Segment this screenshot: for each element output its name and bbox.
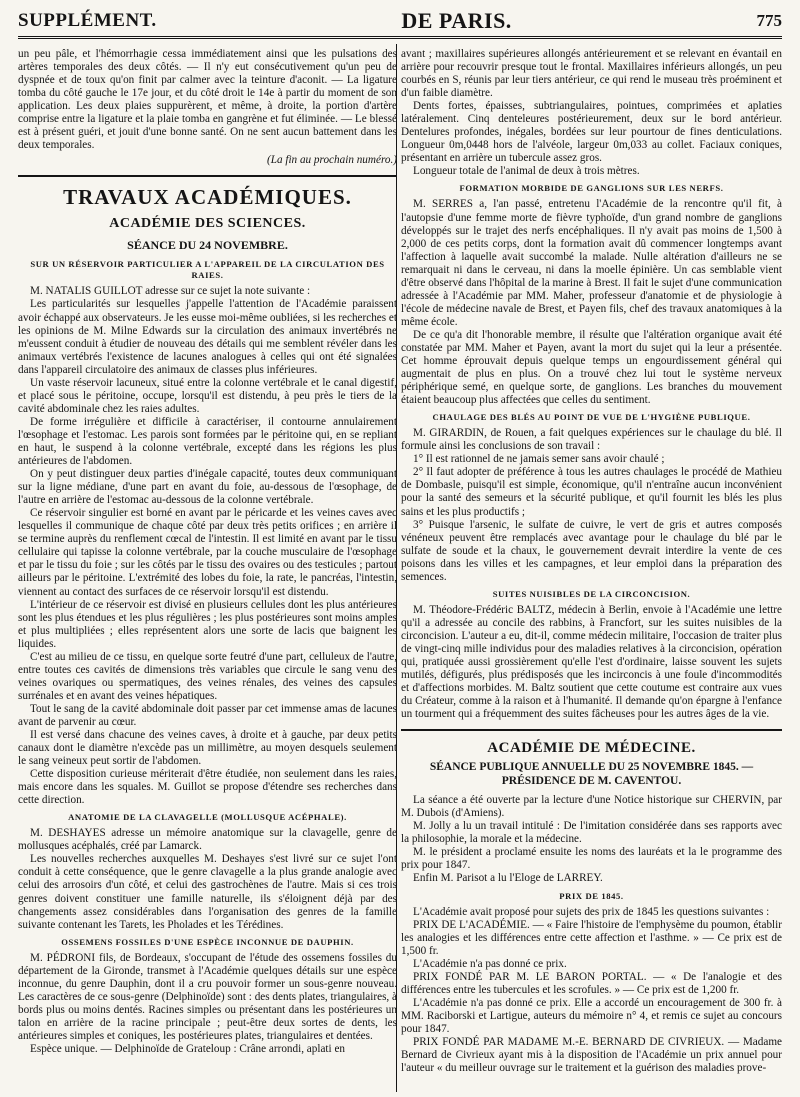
paragraph: De forme irrégulière et difficile à caractériser, il contourne annulairement l'œsophage et l'estomac. Les parois sont formées par le péritoine qui, en se repliant en haut, le suspend à la colonne vertébrale, excepté dans les régions les plus antérieures de l'abdomen. bbox=[18, 415, 397, 468]
paragraph: M. SERRES a, l'an passé, entretenu l'Académie de la rencontre qu'il fit, à l'autopsie d'une femme morte de fièvre typhoïde, d'un grand nombre de ganglions développés sur le trajet des nerfs encéphaliques. Il n'y avait pas moins de 1,500 à 2,000 de ces petits corps, dont la formation avait dû commencer longtemps avant l'affection à laquelle avait succombé la malade. Nulle altération d'ailleurs ne se remarquait ni dans le cerveau, ni dans la moelle épinière. Un cas semblable vient d'être observé dans l'hôpital de la marine à Brest. Il fait le sujet d'une communication adressée à l'Académie par MM. Maher, professeur d'anatomie et de physiologie à l'école de médecine navale de Brest, et Payen fils, chef des travaux anatomiques à la même école. bbox=[401, 198, 782, 328]
continued-note: (La fin au prochain numéro.) bbox=[267, 154, 397, 167]
paragraph: M. PÉDRONI fils, de Bordeaux, s'occupant de l'étude des ossemens fossiles du département de la Gironde, transmet à l'Académie quelques détails sur une espèce inconnue, du genre Dauphin, dont il a cru pouvoir former un sous-genre nouveau. Les caractères de ce sous-genre (Delphinoïde) sont : des dents plates, triangulaires, à bords plus ou moins dentés. Racines simples ou présentant dans les postérieures un talon en arrière de la racine principale ; peut-être deux sortes de dents, les antérieures simples et coniques, les postérieures plates, triangulaires et dentées. bbox=[18, 951, 397, 1042]
paragraph: Enfin M. Parisot a lu l'Eloge de LARREY. bbox=[413, 872, 603, 885]
paragraph: Il est versé dans chacune des veines caves, à droite et à gauche, par deux petits canaux dont le diamètre n'excède pas un millimètre, au moyen desquels seulement le sang veineux peut sortir de l'abdomen. bbox=[18, 729, 397, 768]
paragraph: L'Académie avait proposé pour sujets des prix de 1845 les questions suivantes : bbox=[413, 905, 770, 918]
paragraph: PRIX FONDÉ PAR MADAME M.-E. BERNARD DE CIVRIEUX. — Madame Bernard de Civrieux ayant mis à la disposition de l'Académie un prix annuel pour l'auteur « du meilleur ouvrage sur le traitement et la guérison des maladies prove- bbox=[401, 1036, 782, 1075]
paragraph: Espèce unique. — Delphinoïde de Grateloup : Crâne arrondi, aplati en bbox=[30, 1043, 346, 1055]
paragraph: 1° Il est rationnel de ne jamais semer sans avoir chaulé ; bbox=[413, 453, 665, 466]
page-header bbox=[18, 6, 782, 39]
paragraph: L'Académie n'a pas donné ce prix. bbox=[413, 957, 567, 970]
session-title: SÉANCE DU 24 NOVEMBRE. bbox=[127, 238, 288, 253]
paragraph: PRIX DE L'ACADÉMIE. — « Faire l'histoire de l'emphysème du poumon, établir les analogies et les différences entre cette affection et l'asthme. » — Ce prix est de 1,500 fr. bbox=[401, 918, 782, 957]
subheading: ANATOMIE DE LA CLAVAGELLE (MOLLUSQUE ACÉPHALE). bbox=[68, 812, 347, 823]
paragraph: M. GIRARDIN, de Rouen, a fait quelques expériences sur le chaulage du blé. Il formule ainsi les conclusions de son travail : bbox=[401, 427, 782, 453]
right-column bbox=[401, 48, 782, 1075]
paragraph: L'intérieur de ce réservoir est divisé en plusieurs cellules dont les plus antérieures sont les plus étendues et les plus régulières ; les plus postérieures sont moins amples et plus multipliées ; elles représentent alors une sorte de lacis que baignent les liquides. bbox=[18, 598, 397, 650]
subheading: CHAULAGE DES BLÉS AU POINT DE VUE DE L'HYGIÈNE PUBLIQUE. bbox=[432, 412, 751, 423]
subheading: SUR UN RÉSERVOIR PARTICULIER A L'APPAREIL DE LA CIRCULATION DES RAIES. bbox=[30, 259, 385, 281]
header-left: SUPPLÉMENT. bbox=[18, 10, 157, 31]
paragraph: Les particularités sur lesquelles j'appelle l'attention de l'Académie paraissent avoir échappé aux observateurs. Je les eusse moi-même oubliées, si les recherches et les opinions de M. Milne Edwards sur la circulation des animaux invertébrés ne m'eussent conduit à étudier de nouveau des détails qui me semblent révéler dans les animaux vertébrés l'existence de lacunes analogues à celles qui ont été signalées dans l'appareil circulatoire des animaux de classes plus inférieures. bbox=[18, 298, 397, 376]
paragraph: Ce réservoir singulier est borné en avant par le péricarde et les veines caves avec lesquelles il communique de chaque côté par deux très petits orifices ; en arrière il se termine auprès du renflement cœcal de l'intestin. Il est limité en avant par le tissu cellulaire qui tapisse la colonne vertébrale, par la couche musculaire de l'œsophage et par le tissu du foie ; sur les côtés par le tissu des ovaires ou des testicules ; partout ailleurs par le péritoine. L'extrémité des lobes du foie, la rate, le pancréas, l'intestin, viennent au contact des surfaces de ce réservoir lorsqu'il est distendu. bbox=[18, 507, 397, 598]
paragraph: Un vaste réservoir lacuneux, situé entre la colonne vertébrale et le canal digestif, et placé sous le péritoine, occupe, lorsqu'il est distendu, à peu près le tiers de la cavité abdominale chez les raies adultes. bbox=[18, 376, 397, 415]
header-center: DE PARIS. bbox=[401, 8, 512, 33]
paragraph: 2° Il faut adopter de préférence à tous les autres chaulages le procédé de Mathieu de Dombasle, puisqu'il est simple, économique, qu'il n'entraîne aucun inconvénient pour la santé des semeurs et la sécurité publique, et qu'il fournit les blés les plus sains et les plus productifs ; bbox=[401, 466, 782, 518]
session-title: SÉANCE PUBLIQUE ANNUELLE DU 25 NOVEMBRE 1845. — PRÉSIDENCE DE M. CAVENTOU. bbox=[429, 761, 754, 788]
section-title: TRAVAUX ACADÉMIQUES. bbox=[63, 185, 352, 210]
paragraph: Cette disposition curieuse mériterait d'être étudiée, non seulement dans les raies, mais encore dans les squales. M. Guillot se propose d'étendre ses recherches dans cette direction. bbox=[18, 768, 397, 807]
paragraph: Les nouvelles recherches auxquelles M. Deshayes s'est livré sur ce sujet l'ont conduit à cette conséquence, que le genre clavagelle a la plus grande analogie avec celui des arrosoirs d'un côté, et celui des gastrochènes de l'autre. Mais si ces trois genres doivent constituer une famille naturelle, ils s'éloignent déjà par des changements assez considérables dans l'organisation des genres de la famille suivante contenant les Tarets, les Pholades et les Térédines. bbox=[18, 853, 397, 931]
page-number: 775 bbox=[756, 11, 782, 30]
paragraph: 3° Puisque l'arsenic, le sulfate de cuivre, le vert de gris et autres composés vénéneux peuvent être remplacés avec avantage pour le chaulage du blé par le sulfate de soude et la chaux, le gouvernement devrait interdire la vente de ces poisons dans les villes et les campagnes, et leur emploi dans la préparation des semences. bbox=[401, 518, 782, 583]
paragraph: M. NATALIS GUILLOT adresse sur ce sujet la note suivante : bbox=[30, 285, 311, 298]
left-column bbox=[18, 48, 397, 1056]
paragraph: Dents fortes, épaisses, subtriangulaires, pointues, comprimées et aplaties latéralement. Cinq denteleures postérieurement, deux sur le bord antérieur. Dentelures profondes, inégales, bordées sur leur pourtour de fines denticulations. Longueur 0m,0448 hors de l'alvéole, largeur 0m,033 au collet. Faciaux coniques, présentant en arrière un tubercule assez gros. bbox=[401, 100, 782, 165]
paragraph: C'est au milieu de ce tissu, en quelque sorte feutré d'une part, celluleux de l'autre, entre toutes ces cavités de dimensions très variables que circule le sang venu des veines ovariques ou spermatiques, des veines rénales, des veines des capsules surrénales et en avant des veines hépatiques. bbox=[18, 650, 397, 702]
paragraph: On y peut distinguer deux parties d'inégale capacité, toutes deux communiquant sur la ligne médiane, d'une part en avant du foie, au-dessous de l'œsophage, de l'autre en arrière de l'estomac au-dessous de la colonne vertébrale. bbox=[18, 468, 397, 507]
subheading: OSSEMENS FOSSILES D'UNE ESPÈCE INCONNUE DE DAUPHIN. bbox=[61, 936, 354, 947]
paragraph: M. Jolly a lu un travail intitulé : De l'imitation considérée dans ses rapports avec la philosophie, la morale et la médecine. bbox=[401, 820, 782, 846]
paragraph: M. Théodore-Frédéric BALTZ, médecin à Berlin, envoie à l'Académie une lettre qu'il a adressée au concile des rabbins, à Francfort, sur les suites nuisibles de la circoncision. L'auteur a eu, dit-il, comme médecin militaire, l'occasion de traiter plus de vingt-cinq mille individus pour des maladies relatives à la circoncision, opération qui, pratiquée aussi grossièrement qu'elle l'est d'ordinaire, laisse souvent les sujets mutilés, défigurés, plus prédisposés que les incirconcis à une foule d'incommodités et d'affections morbides. M. Baltz soutient que cette coutume est contraire aux vues du Créateur, comme à la raison et à l'humanité. Il demande qu'on épargne à l'enfance un tourment qui a fréquemment des suites fâcheuses pour les autres âges de la vie. bbox=[401, 603, 782, 721]
academy-title: ACADÉMIE DES SCIENCES. bbox=[109, 216, 306, 232]
paragraph: M. le président a proclamé ensuite les noms des lauréats et la le programme des prix pour 1847. bbox=[401, 846, 782, 872]
subheading: PRIX DE 1845. bbox=[559, 890, 624, 901]
intro-paragraph: un peu pâle, et l'hémorrhagie cessa immédiatement ainsi que les pulsations des artères temporales des deux côtés. — Il n'y eut consécutivement qu'un peu de dyspnée et de toux qu'on finit par calmer avec la teinture d'aconit. — La ligature tomba du côté gauche le 17e jour, et du côté droit le 14e à partir du moment de son application. Les deux plaies suppurèrent, et même, à droite, la portion d'artère comprise entre la ligature et la plaie tomba en gangrène et fut éliminée. — Le blessé est à présent guéri, et jouit d'une bonne santé. On ne sent aucun battement dans les deux temporales. bbox=[18, 48, 397, 152]
paragraph: M. DESHAYES adresse un mémoire anatomique sur la clavagelle, genre de mollusques acéphalés, créé par Lamarck. bbox=[18, 827, 397, 853]
section-rule bbox=[18, 175, 397, 177]
paragraph: avant ; maxillaires supérieures allongés antérieurement et se relevant en évantail en arrière pour recouvrir presque tout le frontal. Maxillaires inférieurs allongés, un peu courbés en S, réunis par leur tiers antérieur, ce qui rend le museau très proéminent et d'un faible diamètre. bbox=[401, 48, 782, 100]
paragraph: L'Académie n'a pas donné ce prix. Elle a accordé un encouragement de 300 fr. à MM. Raciborski et Lartigue, auteurs du mémoire n° 4, et remis ce sujet au concours pour 1847. bbox=[401, 996, 782, 1035]
subheading: SUITES NUISIBLES DE LA CIRCONCISION. bbox=[492, 588, 691, 599]
section-rule bbox=[401, 729, 782, 731]
paragraph: PRIX FONDÉ PAR M. LE BARON PORTAL. — « De l'analogie et des différences entre les tubercules et les scrofules. » — Ce prix est de 1,200 fr. bbox=[401, 970, 782, 996]
paragraph: Tout le sang de la cavité abdominale doit passer par cet immense amas de lacunes avant de parvenir au cœur. bbox=[18, 702, 397, 728]
paragraph: Longueur totale de l'animal de deux à trois mètres. bbox=[413, 165, 640, 178]
paragraph: De ce qu'a dit l'honorable membre, il résulte que l'altération organique avait été constatée par MM. Maher et Payen, avant la mort du sujet qui la leur a présentée. Cet homme éprouvait depuis quelque temps un engourdissement général qui augmentait de plus en plus. On a trouvé chez lui tout le système nerveux périphérique semé, en quelque sorte, de ganglions. Les branches du mouvement étaient beaucoup plus affectées que celles du sentiment. bbox=[401, 328, 782, 407]
academy-title: ACADÉMIE DE MÉDECINE. bbox=[487, 740, 696, 757]
paragraph: La séance a été ouverte par la lecture d'une Notice historique sur CHERVIN, par M. Dubois (d'Amiens). bbox=[401, 794, 782, 820]
subheading: FORMATION MORBIDE DE GANGLIONS SUR LES NERFS. bbox=[459, 183, 724, 194]
